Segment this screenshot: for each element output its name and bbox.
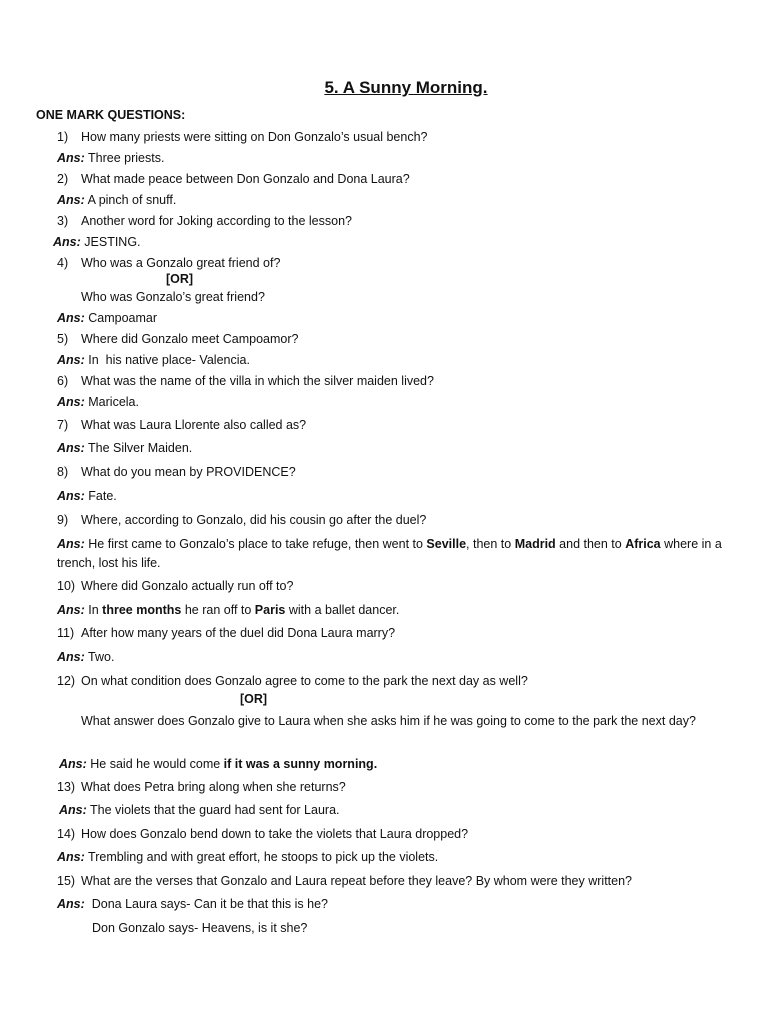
answer-3 bbox=[53, 234, 141, 250]
question-text: What are the verses that Gonzalo and Laura repeat before they leave? By whom were they written? bbox=[81, 874, 633, 888]
question-text: What was Laura Llorente also called as? bbox=[81, 418, 307, 432]
answer-emphasis: Madrid bbox=[514, 537, 556, 551]
answer-2 bbox=[57, 192, 176, 208]
question-number: 8) bbox=[57, 465, 69, 479]
answer-7 bbox=[57, 440, 192, 456]
question-10 bbox=[57, 578, 293, 594]
answer-text: In bbox=[88, 603, 103, 617]
answer-label: Ans: bbox=[59, 803, 87, 817]
answer-label: Ans: bbox=[57, 489, 85, 503]
question-4-alternate: Who was Gonzalo’s great friend? bbox=[81, 290, 265, 304]
question-text: What do you mean by PROVIDENCE? bbox=[81, 465, 296, 479]
answer-text: Trembling and with great effort, he stoops to pick up the violets. bbox=[88, 850, 439, 864]
question-text: Where did Gonzalo actually run off to? bbox=[81, 579, 294, 593]
question-text: After how many years of the duel did Dona Laura marry? bbox=[81, 626, 396, 640]
answer-label: Ans: bbox=[57, 537, 85, 551]
question-15 bbox=[57, 873, 632, 889]
answer-14 bbox=[57, 849, 438, 865]
answer-text: Dona Laura says- Can it be that this is he? bbox=[88, 897, 328, 911]
answer-label: Ans: bbox=[57, 603, 85, 617]
page-title: 5. A Sunny Morning. bbox=[324, 78, 488, 97]
answer-text: Two. bbox=[88, 650, 115, 664]
question-number: 13) bbox=[57, 780, 76, 794]
answer-emphasis: three months bbox=[102, 603, 182, 617]
question-number: 11) bbox=[57, 626, 75, 640]
answer-emphasis: if it was a sunny morning. bbox=[223, 757, 378, 771]
question-number: 6) bbox=[57, 374, 69, 388]
answer-10 bbox=[57, 602, 399, 618]
answer-label: Ans: bbox=[57, 353, 85, 367]
question-1 bbox=[57, 129, 427, 145]
question-14 bbox=[57, 826, 468, 842]
question-number: 9) bbox=[57, 513, 69, 527]
question-text: Who was a Gonzalo great friend of? bbox=[81, 256, 281, 270]
answer-label: Ans: bbox=[59, 757, 87, 771]
or-divider: [OR] bbox=[240, 692, 268, 706]
answer-13 bbox=[59, 802, 340, 818]
answer-4 bbox=[57, 310, 157, 326]
question-12-alternate: What answer does Gonzalo give to Laura when she asks him if he was going to come to the park the next day? bbox=[81, 714, 696, 728]
question-number: 10) bbox=[57, 579, 76, 593]
question-7 bbox=[57, 417, 306, 433]
question-8 bbox=[57, 464, 296, 480]
answer-label: Ans: bbox=[53, 235, 81, 249]
answer-label: Ans: bbox=[57, 311, 85, 325]
answer-text: The violets that the guard had sent for Laura. bbox=[90, 803, 340, 817]
answer-text: Maricela. bbox=[88, 395, 139, 409]
question-number: 4) bbox=[57, 256, 69, 270]
answer-text: Campoamar bbox=[88, 311, 158, 325]
question-9 bbox=[57, 512, 426, 528]
question-text: What made peace between Don Gonzalo and Dona Laura? bbox=[81, 172, 410, 186]
answer-label: Ans: bbox=[57, 897, 85, 911]
answer-6 bbox=[57, 394, 139, 410]
answer-12 bbox=[59, 756, 377, 772]
answer-text: JESTING. bbox=[84, 235, 141, 249]
answer-text: where in a trench, lost his life. bbox=[57, 537, 722, 570]
answer-emphasis: Seville bbox=[426, 537, 467, 551]
question-6 bbox=[57, 373, 434, 389]
answer-text: Fate. bbox=[88, 489, 117, 503]
question-text: How many priests were sitting on Don Gonzalo’s usual bench? bbox=[81, 130, 428, 144]
question-text: What was the name of the villa in which the silver maiden lived? bbox=[81, 374, 434, 388]
question-text: Another word for Joking according to the lesson? bbox=[81, 214, 352, 228]
question-number: 12) bbox=[57, 674, 76, 688]
question-number: 15) bbox=[57, 874, 76, 888]
answer-label: Ans: bbox=[57, 441, 85, 455]
answer-label: Ans: bbox=[57, 395, 85, 409]
question-13 bbox=[57, 779, 346, 795]
answer-text: He first came to Gonzalo’s place to take refuge, then went to bbox=[88, 537, 427, 551]
question-4 bbox=[57, 255, 280, 271]
question-text: On what condition does Gonzalo agree to come to the park the next day as well? bbox=[81, 674, 528, 688]
answer-label: Ans: bbox=[57, 650, 85, 664]
answer-emphasis: Africa bbox=[625, 537, 661, 551]
question-11 bbox=[57, 625, 395, 641]
answer-label: Ans: bbox=[57, 850, 85, 864]
question-text: How does Gonzalo bend down to take the violets that Laura dropped? bbox=[81, 827, 469, 841]
answer-label: Ans: bbox=[57, 151, 85, 165]
answer-15 bbox=[57, 896, 328, 912]
answer-text: with a ballet dancer. bbox=[285, 603, 400, 617]
answer-text: and then to bbox=[555, 537, 626, 551]
question-number: 7) bbox=[57, 418, 69, 432]
answer-emphasis: Paris bbox=[254, 603, 286, 617]
answer-text: he ran off to bbox=[181, 603, 255, 617]
question-2 bbox=[57, 171, 410, 187]
question-3 bbox=[57, 213, 352, 229]
question-text: Where did Gonzalo meet Campoamor? bbox=[81, 332, 299, 346]
question-number: 1) bbox=[57, 130, 69, 144]
answer-8 bbox=[57, 488, 117, 504]
or-divider: [OR] bbox=[166, 272, 194, 286]
answer-9 bbox=[57, 535, 737, 573]
answer-text: A pinch of snuff. bbox=[87, 193, 177, 207]
answer-text: , then to bbox=[466, 537, 515, 551]
section-heading: ONE MARK QUESTIONS: bbox=[36, 108, 186, 122]
answer-label: Ans: bbox=[57, 193, 85, 207]
question-text: Where, according to Gonzalo, did his cousin go after the duel? bbox=[81, 513, 427, 527]
answer-15-continued: Don Gonzalo says- Heavens, is it she? bbox=[92, 921, 308, 935]
answer-5 bbox=[57, 352, 250, 368]
question-number: 14) bbox=[57, 827, 76, 841]
answer-text: In his native place- Valencia. bbox=[88, 353, 250, 367]
answer-text: The Silver Maiden. bbox=[88, 441, 193, 455]
question-12 bbox=[57, 673, 528, 689]
question-text: What does Petra bring along when she returns? bbox=[81, 780, 346, 794]
answer-11 bbox=[57, 649, 114, 665]
answer-text: Three priests. bbox=[88, 151, 165, 165]
question-number: 2) bbox=[57, 172, 69, 186]
answer-text: He said he would come bbox=[90, 757, 224, 771]
question-5 bbox=[57, 331, 298, 347]
answer-1 bbox=[57, 150, 164, 166]
question-number: 5) bbox=[57, 332, 69, 346]
question-number: 3) bbox=[57, 214, 69, 228]
